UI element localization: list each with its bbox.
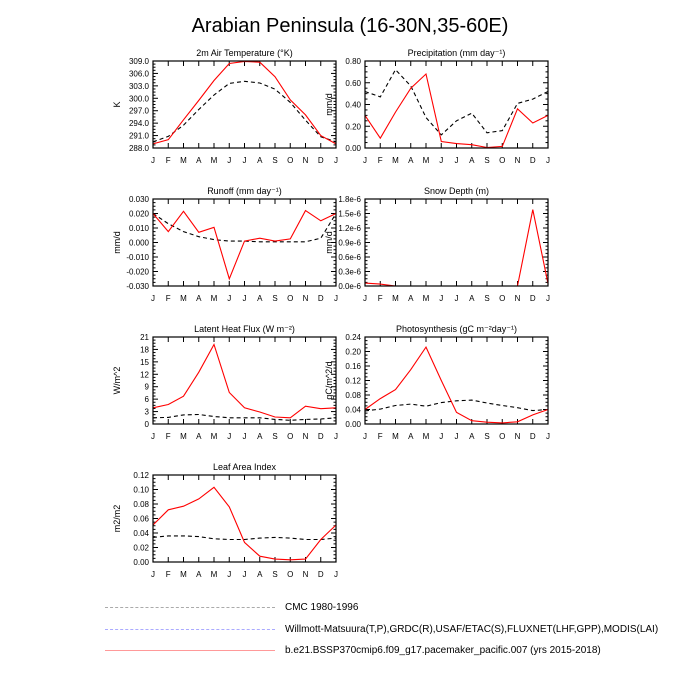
legend-line: [105, 629, 275, 630]
obs-series-line: [153, 536, 336, 540]
x-tick-label: J: [242, 432, 247, 441]
x-tick-label: O: [287, 156, 294, 165]
y-tick-label: 12: [140, 370, 149, 380]
x-tick-label: M: [180, 570, 187, 579]
x-tick-label: D: [317, 156, 324, 165]
x-tick-label: F: [377, 294, 383, 303]
x-tick-label: S: [484, 294, 490, 303]
chart-panel: [324, 324, 550, 441]
x-tick-label: F: [377, 156, 383, 165]
x-tick-label: F: [377, 432, 383, 441]
y-axis-label: W/m^2: [112, 366, 122, 395]
x-tick-label: M: [180, 156, 187, 165]
x-tick-label: J: [227, 156, 232, 165]
model-series-line: [365, 210, 548, 286]
x-tick-label: D: [317, 570, 324, 579]
y-tick-label: 0.0e-6: [338, 282, 361, 291]
y-tick-label: 21: [140, 333, 149, 342]
y-tick-label: 0: [144, 420, 149, 429]
y-tick-label: 1.5e-6: [338, 209, 361, 219]
x-tick-label: O: [499, 156, 506, 165]
x-tick-label: N: [302, 294, 309, 303]
legend-label: b.e21.BSSP370cmip6.f09_g17.pacemaker_pacific.007 (yrs 2015-2018): [285, 645, 601, 656]
x-tick-label: S: [272, 570, 278, 579]
x-tick-label: J: [151, 156, 155, 165]
y-tick-label: 0.030: [128, 195, 149, 204]
obs-series-line: [153, 214, 336, 242]
y-tick-label: 300.0: [128, 94, 149, 104]
x-tick-label: M: [422, 156, 430, 165]
y-tick-label: 0.3e-6: [338, 267, 361, 277]
y-tick-label: 0.010: [128, 224, 149, 233]
x-tick-label: J: [363, 156, 367, 165]
x-tick-label: J: [151, 294, 155, 303]
x-tick-label: D: [317, 294, 324, 303]
x-tick-label: N: [302, 432, 309, 441]
x-tick-label: M: [210, 294, 218, 303]
x-tick-label: J: [546, 156, 550, 165]
x-tick-label: J: [242, 156, 247, 165]
plot-frame: [365, 337, 548, 424]
y-tick-label: 0.12: [133, 471, 149, 480]
legend-label: Willmott-Matsuura(T,P),GRDC(R),USAF/ETAC(S),FLUXNET(LHF,GPP),MODIS(LAI): [285, 624, 659, 635]
x-tick-label: O: [287, 294, 294, 303]
x-tick-label: D: [529, 156, 536, 165]
x-tick-label: O: [499, 294, 506, 303]
y-tick-label: 0.000: [128, 238, 149, 248]
x-tick-label: J: [546, 294, 550, 303]
x-tick-label: J: [151, 432, 155, 441]
model-series-line: [365, 74, 548, 148]
model-series-line: [365, 347, 548, 423]
x-tick-label: A: [408, 432, 414, 441]
model-series-line: [153, 487, 336, 560]
x-tick-label: J: [439, 432, 444, 441]
y-tick-label: -0.030: [126, 282, 149, 291]
x-tick-label: M: [210, 432, 218, 441]
chart-title: 2m Air Temperature (°K): [196, 48, 293, 58]
y-tick-label: 0.08: [345, 391, 361, 400]
obs-series-line: [365, 400, 548, 411]
x-tick-label: J: [454, 432, 459, 441]
y-axis-label: gC/m^2/d: [324, 361, 334, 400]
y-tick-label: 0.24: [345, 333, 361, 342]
x-tick-label: J: [227, 570, 232, 579]
model-series-line: [153, 345, 336, 418]
x-tick-label: F: [165, 570, 171, 579]
x-tick-label: F: [165, 432, 171, 441]
model-series-line: [153, 61, 336, 143]
x-tick-label: A: [408, 294, 414, 303]
x-tick-label: M: [392, 156, 399, 165]
y-axis-label: mm/d: [112, 231, 122, 254]
chart-title: Leaf Area Index: [212, 462, 277, 472]
x-tick-label: J: [546, 432, 550, 441]
y-tick-label: 0.12: [345, 376, 361, 386]
legend-label: CMC 1980-1996: [285, 602, 359, 613]
x-tick-label: J: [242, 294, 247, 303]
y-axis-label: K: [112, 101, 122, 108]
x-tick-label: A: [257, 570, 263, 579]
chart-title: Photosynthesis (gC m⁻²day⁻¹): [395, 324, 518, 334]
plot-frame: [153, 61, 336, 148]
x-tick-label: N: [514, 156, 521, 165]
x-tick-label: J: [227, 432, 232, 441]
x-tick-label: O: [287, 570, 294, 579]
x-tick-label: M: [392, 432, 399, 441]
y-tick-label: 303.0: [128, 81, 149, 91]
x-tick-label: N: [302, 570, 309, 579]
y-tick-label: 0.020: [128, 209, 149, 219]
y-tick-label: 294.0: [128, 119, 149, 129]
x-tick-label: A: [469, 156, 475, 165]
x-tick-label: J: [334, 156, 338, 165]
x-tick-label: S: [272, 156, 278, 165]
y-tick-label: 0.40: [345, 100, 361, 110]
y-tick-label: 0.60: [345, 78, 361, 88]
y-tick-label: 0.08: [133, 500, 149, 509]
y-tick-label: -0.020: [126, 267, 149, 277]
x-tick-label: A: [196, 432, 202, 441]
x-tick-label: A: [408, 156, 414, 165]
y-tick-label: -0.010: [126, 253, 149, 262]
y-tick-label: 0.20: [345, 347, 361, 357]
y-tick-label: 288.0: [128, 144, 149, 153]
chart-panel: [324, 48, 550, 165]
x-tick-label: M: [210, 570, 218, 579]
x-tick-label: A: [196, 294, 202, 303]
x-tick-label: J: [334, 432, 338, 441]
x-tick-label: A: [257, 294, 263, 303]
chart-panel: [112, 324, 338, 441]
y-tick-label: 297.0: [128, 106, 149, 116]
chart-panel: [324, 186, 550, 303]
y-tick-label: 18: [140, 345, 149, 355]
legend-item-model: [105, 645, 601, 656]
y-tick-label: 291.0: [128, 131, 149, 141]
x-tick-label: M: [422, 294, 430, 303]
x-tick-label: J: [334, 294, 338, 303]
x-tick-label: J: [439, 156, 444, 165]
chart-title: Runoff (mm day⁻¹): [207, 186, 282, 196]
x-tick-label: J: [363, 432, 367, 441]
x-tick-label: O: [499, 432, 506, 441]
legend-item-obs: [105, 624, 658, 635]
y-tick-label: 0.6e-6: [338, 253, 361, 262]
y-tick-label: 0.04: [133, 529, 149, 538]
y-tick-label: 0.80: [345, 57, 361, 66]
x-tick-label: D: [529, 294, 536, 303]
x-tick-label: A: [257, 432, 263, 441]
x-tick-label: J: [151, 570, 155, 579]
x-tick-label: J: [242, 570, 247, 579]
x-tick-label: A: [196, 570, 202, 579]
y-tick-label: 6: [144, 395, 149, 405]
x-tick-label: A: [469, 294, 475, 303]
x-tick-label: M: [210, 156, 218, 165]
y-tick-label: 1.8e-6: [338, 195, 361, 204]
x-tick-label: N: [302, 156, 309, 165]
y-tick-label: 0.04: [345, 405, 361, 415]
y-tick-label: 0.00: [133, 558, 149, 567]
legend-item-cmc: [105, 602, 358, 613]
y-tick-label: 0.20: [345, 122, 361, 132]
y-axis-label: mm/d: [324, 231, 334, 254]
y-tick-label: 0.06: [133, 514, 149, 524]
y-tick-label: 0.16: [345, 362, 361, 371]
y-tick-label: 3: [144, 407, 149, 417]
y-axis-label: mm/d: [324, 93, 334, 116]
chart-title: Snow Depth (m): [423, 186, 490, 196]
x-tick-label: J: [334, 570, 338, 579]
chart-panel: [112, 48, 338, 165]
y-tick-label: 306.0: [128, 69, 149, 79]
x-tick-label: D: [529, 432, 536, 441]
y-tick-label: 0.10: [133, 485, 149, 495]
x-tick-label: M: [392, 294, 399, 303]
x-tick-label: D: [317, 432, 324, 441]
x-tick-label: A: [469, 432, 475, 441]
y-axis-label: m2/m2: [112, 504, 122, 533]
plot-frame: [153, 475, 336, 562]
x-tick-label: N: [514, 294, 521, 303]
x-tick-label: J: [454, 294, 459, 303]
x-tick-label: M: [180, 432, 187, 441]
x-tick-label: S: [272, 294, 278, 303]
x-tick-label: S: [272, 432, 278, 441]
y-tick-label: 0.00: [345, 420, 361, 429]
x-tick-label: J: [454, 156, 459, 165]
legend-line: [105, 607, 275, 608]
x-tick-label: F: [165, 294, 171, 303]
y-tick-label: 1.2e-6: [338, 224, 361, 233]
x-tick-label: J: [439, 294, 444, 303]
y-tick-label: 0.9e-6: [338, 238, 361, 248]
x-tick-label: S: [484, 156, 490, 165]
x-tick-label: M: [180, 294, 187, 303]
x-tick-label: J: [227, 294, 232, 303]
y-tick-label: 309.0: [128, 57, 149, 66]
chart-title: Precipitation (mm day⁻¹): [407, 48, 506, 58]
y-tick-label: 9: [144, 382, 149, 392]
x-tick-label: N: [514, 432, 521, 441]
y-tick-label: 15: [140, 357, 149, 367]
x-tick-label: J: [363, 294, 367, 303]
plot-frame: [153, 337, 336, 424]
y-tick-label: 0.02: [133, 543, 149, 553]
figure-title: Arabian Peninsula (16-30N,35-60E): [191, 15, 509, 37]
chart-title: Latent Heat Flux (W m⁻²): [194, 324, 295, 334]
legend-line: [105, 650, 275, 651]
obs-series-line: [153, 81, 336, 142]
x-tick-label: S: [484, 432, 490, 441]
x-tick-label: O: [287, 432, 294, 441]
x-tick-label: F: [165, 156, 171, 165]
y-tick-label: 0.00: [345, 144, 361, 153]
x-tick-label: M: [422, 432, 430, 441]
x-tick-label: A: [196, 156, 202, 165]
chart-panel: [112, 186, 338, 303]
chart-panel: [112, 462, 338, 579]
model-series-line: [153, 211, 336, 279]
obs-series-line: [365, 70, 548, 135]
x-tick-label: A: [257, 156, 263, 165]
